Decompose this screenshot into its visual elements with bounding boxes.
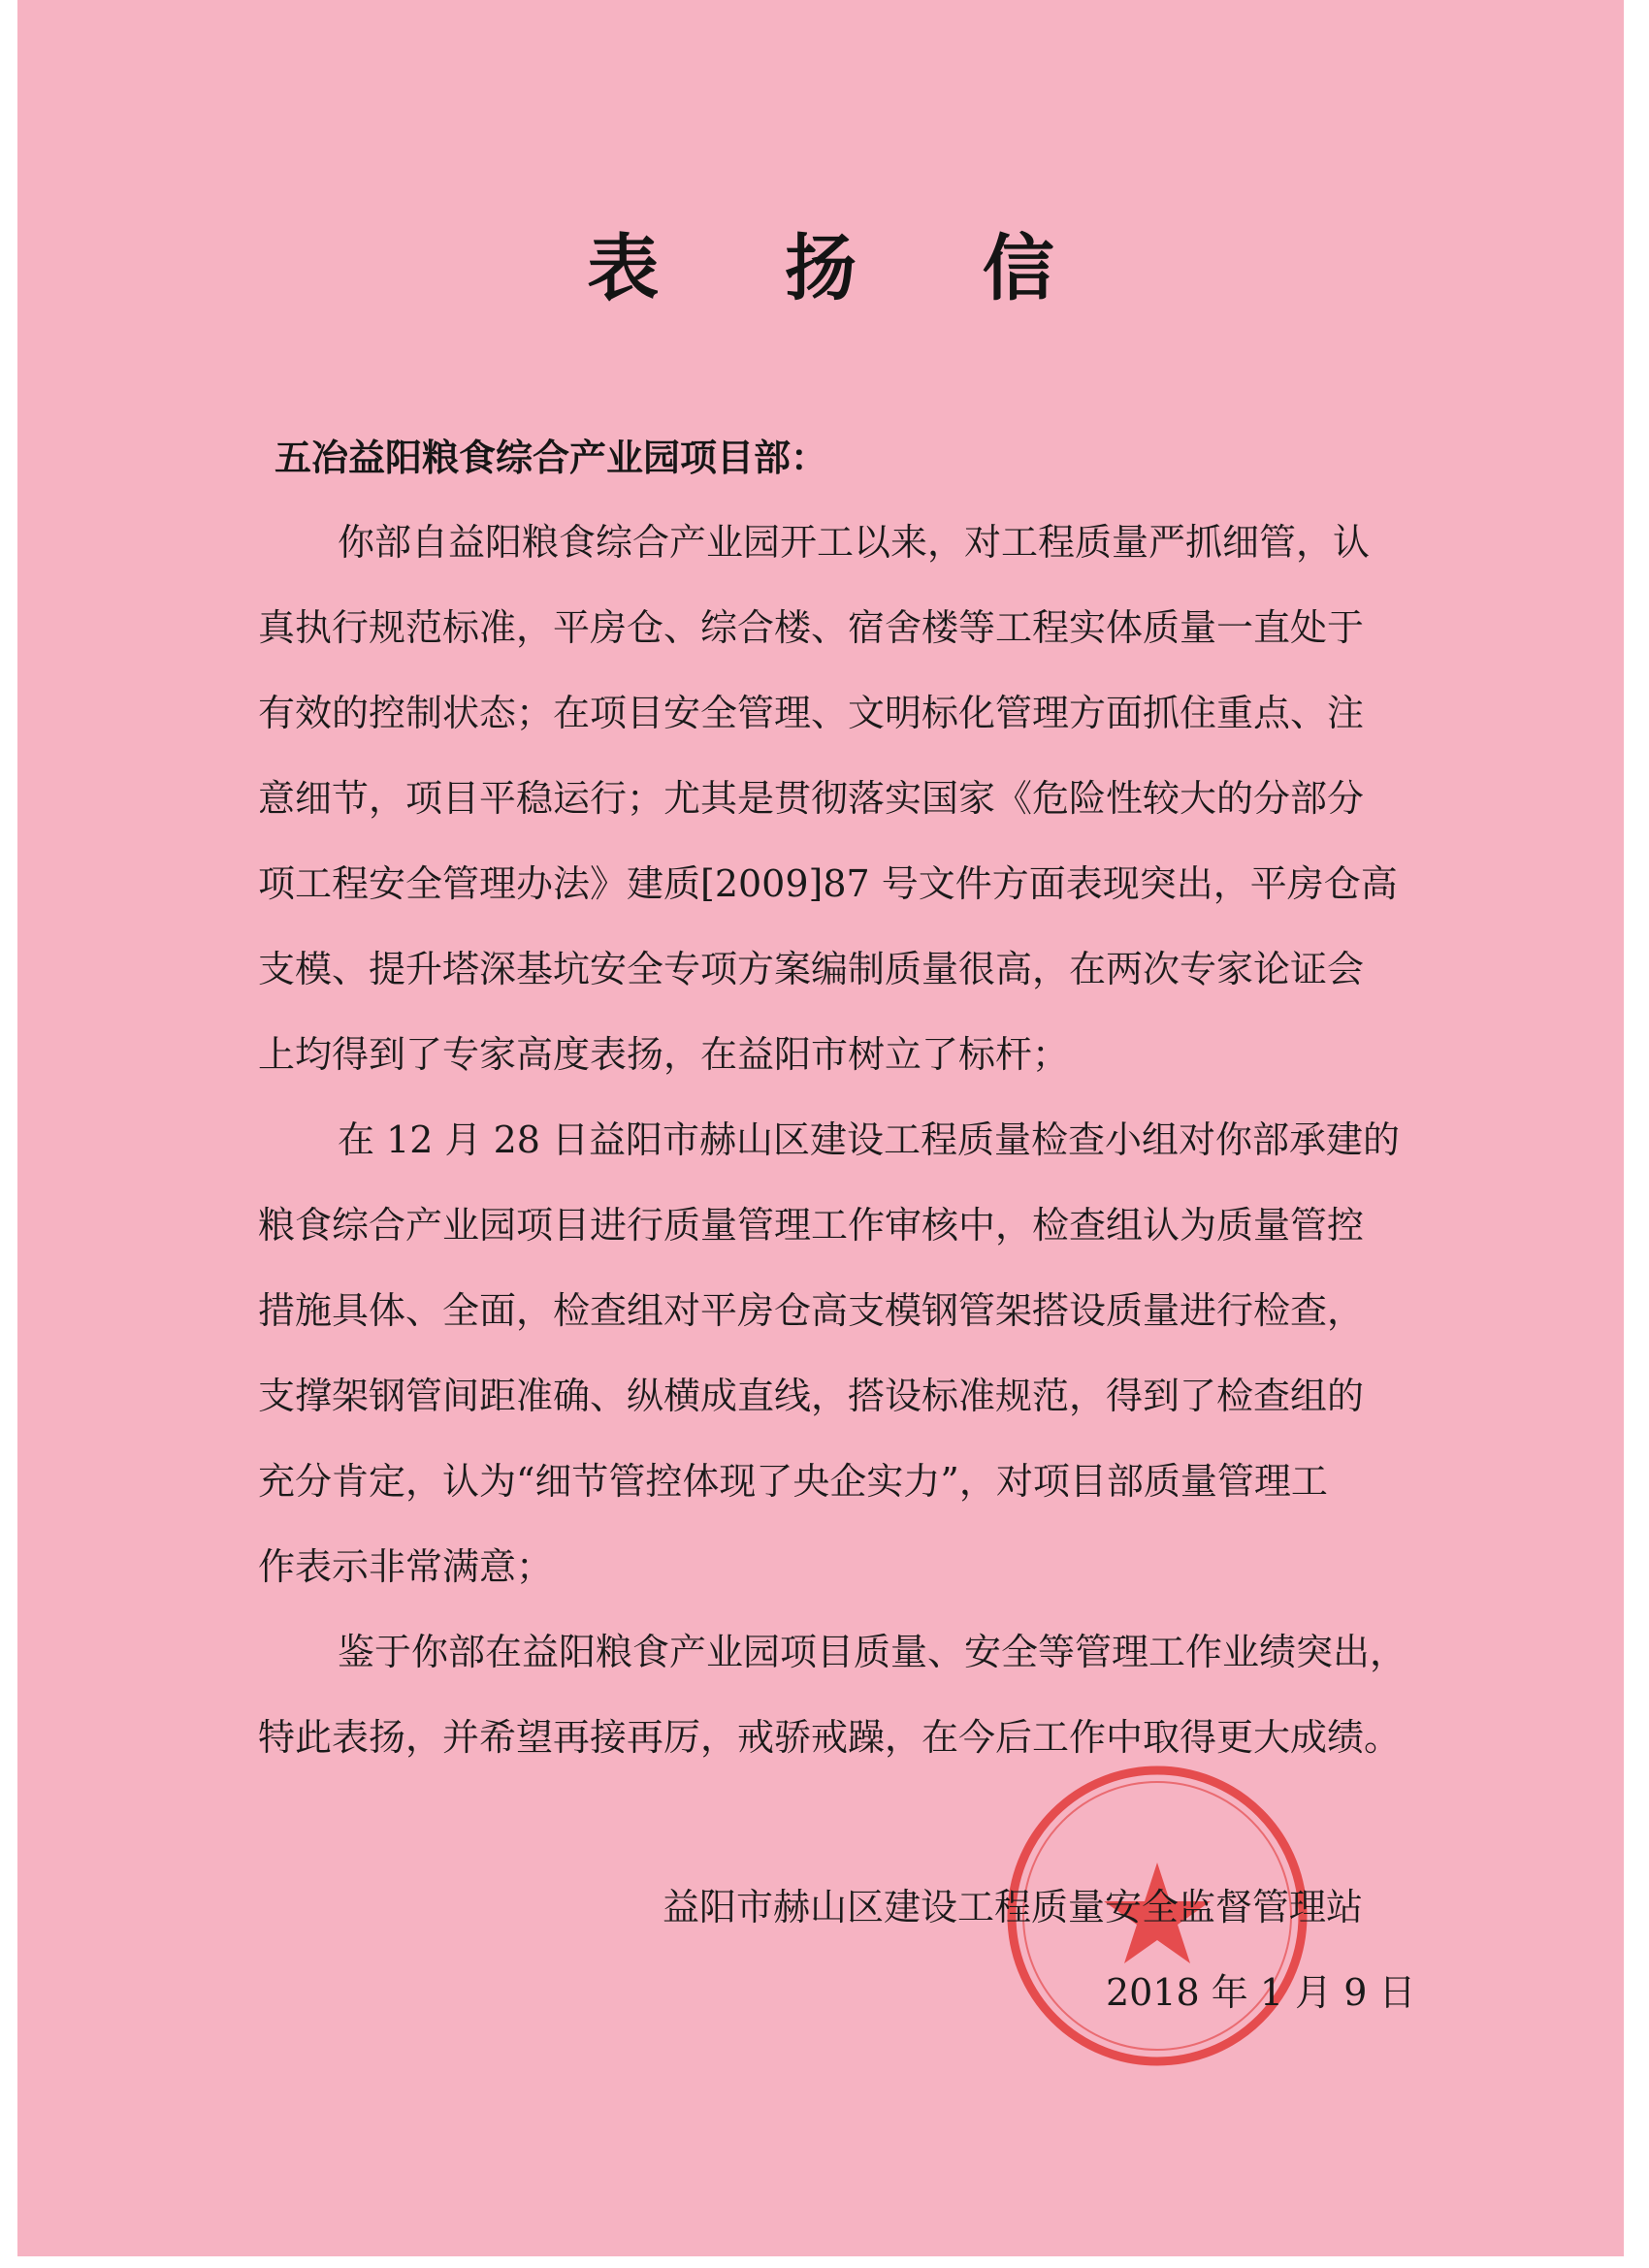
body-line: 粮食综合产业园项目进行质量管理工作审核中，检查组认为质量管控 (258, 1204, 1365, 1247)
letter-page (17, 0, 1624, 2256)
body-line: 上均得到了专家高度表扬，在益阳市树立了标杆； (258, 1033, 1070, 1076)
body-line: 措施具体、全面，检查组对平房仓高支模钢管架搭设质量进行检查， (258, 1289, 1365, 1332)
issuer-signature: 益阳市赫山区建设工程质量安全监督管理站 (663, 1886, 1364, 1928)
body-line: 意细节，项目平稳运行；尤其是贯彻落实国家《危险性较大的分部分 (258, 777, 1365, 820)
letter-addressee: 五冶益阳粮食综合产业园项目部： (275, 437, 828, 479)
body-line: 真执行规范标准，平房仓、综合楼、宿舍楼等工程实体质量一直处于 (258, 606, 1365, 649)
body-line: 支撑架钢管间距准确、纵横成直线，搭设标准规范，得到了检查组的 (258, 1375, 1365, 1417)
body-line: 项工程安全管理办法》建质[2009]87 号文件方面表现突出，平房仓高 (258, 862, 1398, 905)
letter-title: 表 扬 信 (587, 227, 1105, 310)
body-line: 有效的控制状态；在项目安全管理、文明标化管理方面抓住重点、注 (258, 692, 1365, 734)
body-line: 作表示非常满意； (258, 1545, 554, 1588)
letter-date: 2018 年 1 月 9 日 (1106, 1971, 1416, 2014)
body-line: 鉴于你部在益阳粮食产业园项目质量、安全等管理工作业绩突出， (338, 1631, 1407, 1673)
body-line: 你部自益阳粮食综合产业园开工以来，对工程质量严抓细管，认 (338, 521, 1371, 564)
body-line: 支模、提升塔深基坑安全专项方案编制质量很高，在两次专家论证会 (258, 948, 1365, 990)
body-line: 在 12 月 28 日益阳市赫山区建设工程质量检查小组对你部承建的 (338, 1118, 1401, 1161)
body-line: 充分肯定，认为“细节管控体现了央企实力”，对项目部质量管理工 (258, 1460, 1328, 1503)
body-line: 特此表扬，并希望再接再厉，戒骄戒躁，在今后工作中取得更大成绩。 (258, 1716, 1402, 1759)
